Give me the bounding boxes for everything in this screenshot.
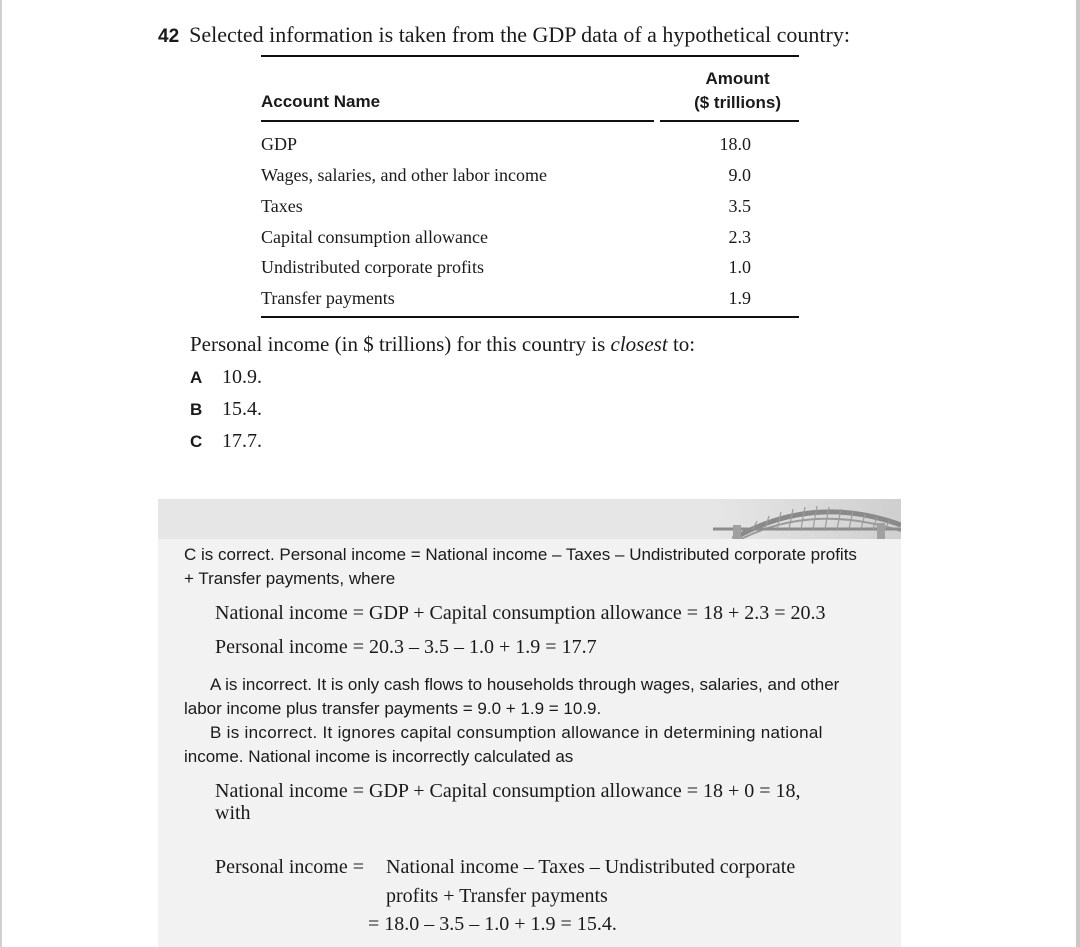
option-letter: C (190, 432, 203, 451)
equation-personal-income: Personal income = 20.3 – 3.5 – 1.0 + 1.9 = 17.7 (215, 636, 597, 658)
table-top-rule (261, 55, 799, 57)
row-amount: 1.0 (728, 257, 751, 277)
explanation-a-line-2: labor income plus transfer payments = 9.0 + 1.9 = 10.9. (184, 699, 602, 718)
equation-personal-income-line-1: National income – Taxes – Undistributed corporate (386, 856, 796, 878)
table-bottom-rule (261, 316, 799, 318)
row-account-name: GDP (261, 134, 298, 154)
column-header-account-name: Account Name (261, 92, 381, 111)
explanation-a-line-1: A is incorrect. It is only cash flows to households through wages, salaries, and other (210, 675, 840, 694)
question-stem (158, 22, 850, 48)
row-amount: 3.5 (728, 196, 751, 216)
option-letter: A (190, 368, 203, 387)
table-row (261, 134, 799, 165)
explanation-b-line-2: income. National income is incorrectly calculated as (184, 747, 574, 766)
solution-line-2: + Transfer payments, where (184, 569, 396, 588)
table-row (261, 227, 799, 258)
prompt-text-start: Personal income (in $ trillions) for this country is (190, 332, 611, 356)
equation-personal-income-line-3: = 18.0 – 3.5 – 1.0 + 1.9 = 15.4. (368, 913, 617, 935)
table-row (261, 257, 799, 288)
solution-box (158, 499, 901, 947)
solution-line-1: C is correct. Personal income = National income – Taxes – Undistributed corporate profits (184, 545, 857, 564)
option-a[interactable] (190, 366, 262, 389)
row-account-name: Capital consumption allowance (261, 227, 488, 247)
row-account-name: Taxes (261, 196, 303, 216)
equation-national-income-incorrect: National income = GDP + Capital consumption allowance = 18 + 0 = 18, (215, 780, 801, 802)
option-text: 10.9. (222, 366, 262, 388)
row-account-name: Undistributed corporate profits (261, 257, 484, 277)
table-header-rule-right (660, 120, 799, 122)
row-amount: 9.0 (728, 165, 751, 185)
page-edge-left (0, 0, 2, 947)
explanation-b-line-1: B is incorrect. It ignores capital consumption allowance in determining national (210, 723, 823, 742)
column-header-amount-line1: Amount (705, 69, 770, 88)
row-account-name: Wages, salaries, and other labor income (261, 165, 547, 185)
prompt-emphasis: closest (610, 332, 668, 356)
equation-national-income: National income = GDP + Capital consumption allowance = 18 + 2.3 = 20.3 (215, 602, 826, 624)
bridge-icon (713, 499, 901, 539)
option-text: 17.7. (222, 430, 262, 452)
table-row (261, 196, 799, 227)
equation-personal-income-label: Personal income = (215, 856, 365, 878)
option-text: 15.4. (222, 398, 262, 420)
prompt-text-end: to: (667, 332, 696, 356)
table-row (261, 165, 799, 196)
page-edge-right (1076, 0, 1080, 947)
equation-personal-income-line-2: profits + Transfer payments (386, 885, 608, 907)
row-amount: 18.0 (719, 134, 751, 154)
option-c[interactable] (190, 430, 262, 453)
table-header-rule-left (261, 120, 654, 122)
column-header-amount-line2: ($ trillions) (694, 93, 781, 112)
question-text: Selected information is taken from the GDP data of a hypothetical country: (189, 22, 850, 47)
table-row (261, 288, 799, 319)
option-b[interactable] (190, 398, 262, 421)
question-number: 42 (158, 26, 180, 47)
equation-national-income-incorrect-cont: with (215, 802, 251, 824)
row-amount: 1.9 (728, 288, 751, 308)
row-account-name: Transfer payments (261, 288, 395, 308)
question-prompt (190, 332, 695, 357)
option-letter: B (190, 400, 203, 419)
column-header-amount (694, 67, 781, 115)
row-amount: 2.3 (728, 227, 751, 247)
